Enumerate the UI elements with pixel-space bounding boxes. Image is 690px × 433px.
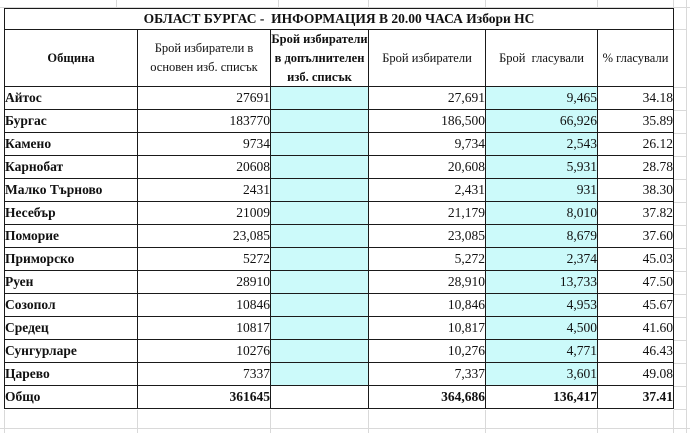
gridline — [674, 248, 686, 249]
total-voted-cell[interactable]: 136,417 — [486, 386, 598, 409]
main-list-cell[interactable]: 10817 — [138, 317, 271, 340]
voters-cell[interactable]: 2,431 — [369, 179, 486, 202]
table-row — [5, 133, 674, 156]
gridline — [674, 340, 686, 341]
main-list-cell[interactable]: 27691 — [138, 87, 271, 110]
main-list-cell[interactable]: 28910 — [138, 271, 271, 294]
percent-cell[interactable]: 49.08 — [598, 363, 674, 386]
results-table — [4, 8, 674, 409]
voters-cell[interactable]: 20,608 — [369, 156, 486, 179]
total-percent-cell[interactable]: 37.41 — [598, 386, 674, 409]
municipality-cell[interactable]: Камено — [5, 133, 138, 156]
column-header-municipality[interactable]: Община — [5, 30, 138, 87]
table-row — [5, 110, 674, 133]
voters-cell[interactable]: 21,179 — [369, 202, 486, 225]
voted-cell[interactable]: 13,733 — [486, 271, 598, 294]
gridline — [485, 0, 486, 7]
municipality-cell[interactable]: Созопол — [5, 294, 138, 317]
voted-cell[interactable]: 8,679 — [486, 225, 598, 248]
percent-cell[interactable]: 34.18 — [598, 87, 674, 110]
main-list-cell[interactable]: 20608 — [138, 156, 271, 179]
voters-cell[interactable]: 10,817 — [369, 317, 486, 340]
gridline — [686, 0, 687, 433]
additional-list-cell[interactable] — [271, 248, 369, 271]
table-row — [5, 294, 674, 317]
percent-cell[interactable]: 41.60 — [598, 317, 674, 340]
voters-cell[interactable]: 10,276 — [369, 340, 486, 363]
total-row — [5, 386, 674, 409]
voted-cell[interactable]: 9,465 — [486, 87, 598, 110]
percent-cell[interactable]: 37.60 — [598, 225, 674, 248]
table-body — [5, 87, 674, 409]
voted-cell[interactable]: 66,926 — [486, 110, 598, 133]
total-municipality-cell[interactable]: Общо — [5, 386, 138, 409]
header-row — [5, 30, 674, 87]
gridline — [0, 428, 690, 429]
municipality-cell[interactable]: Айтос — [5, 87, 138, 110]
voted-cell[interactable]: 4,953 — [486, 294, 598, 317]
column-header-voters[interactable]: Брой избиратели — [369, 30, 486, 87]
municipality-cell[interactable]: Карнобат — [5, 156, 138, 179]
main-list-cell[interactable]: 10846 — [138, 294, 271, 317]
gridline — [674, 409, 686, 410]
percent-cell[interactable]: 45.67 — [598, 294, 674, 317]
table-row — [5, 179, 674, 202]
total-additional-list-cell[interactable] — [271, 386, 369, 409]
percent-cell[interactable]: 46.43 — [598, 340, 674, 363]
gridline — [674, 317, 686, 318]
table-row — [5, 363, 674, 386]
gridline — [674, 386, 686, 387]
voted-cell[interactable]: 4,771 — [486, 340, 598, 363]
voters-cell[interactable]: 28,910 — [369, 271, 486, 294]
table-row — [5, 317, 674, 340]
gridline — [368, 0, 369, 7]
column-header-percent[interactable]: % гласували — [598, 30, 674, 87]
municipality-cell[interactable]: Несебър — [5, 202, 138, 225]
gridline — [597, 410, 598, 433]
table-row — [5, 202, 674, 225]
voted-cell[interactable]: 2,543 — [486, 133, 598, 156]
gridline — [597, 0, 598, 7]
voters-cell[interactable]: 10,846 — [369, 294, 486, 317]
gridline — [674, 202, 686, 203]
main-list-cell[interactable]: 5272 — [138, 248, 271, 271]
voted-cell[interactable]: 931 — [486, 179, 598, 202]
municipality-cell[interactable]: Царево — [5, 363, 138, 386]
percent-cell[interactable]: 35.89 — [598, 110, 674, 133]
additional-list-cell[interactable] — [271, 179, 369, 202]
column-header-voted[interactable]: Брой гласували — [486, 30, 598, 87]
gridline — [673, 410, 674, 433]
gridline — [673, 0, 674, 7]
table-row — [5, 248, 674, 271]
municipality-cell[interactable]: Руен — [5, 271, 138, 294]
voters-cell[interactable]: 186,500 — [369, 110, 486, 133]
table-row — [5, 340, 674, 363]
municipality-cell[interactable]: Поморие — [5, 225, 138, 248]
voted-cell[interactable]: 5,931 — [486, 156, 598, 179]
additional-list-cell[interactable] — [271, 87, 369, 110]
total-voters-cell[interactable]: 364,686 — [369, 386, 486, 409]
voters-cell[interactable]: 7,337 — [369, 363, 486, 386]
gridline — [270, 410, 271, 433]
main-list-cell[interactable]: 183770 — [138, 110, 271, 133]
voters-cell[interactable]: 5,272 — [369, 248, 486, 271]
main-list-cell[interactable]: 7337 — [138, 363, 271, 386]
gridline — [674, 29, 686, 30]
main-list-cell[interactable]: 23,085 — [138, 225, 271, 248]
table-row — [5, 87, 674, 110]
additional-list-cell[interactable] — [271, 317, 369, 340]
gridline — [674, 156, 686, 157]
gridline — [674, 87, 686, 88]
voted-cell[interactable]: 2,374 — [486, 248, 598, 271]
gridline — [674, 110, 686, 111]
gridline — [368, 410, 369, 433]
additional-list-cell[interactable] — [271, 156, 369, 179]
main-list-cell[interactable]: 2431 — [138, 179, 271, 202]
main-list-cell[interactable]: 21009 — [138, 202, 271, 225]
gridline — [116, 0, 117, 7]
main-list-cell[interactable]: 10276 — [138, 340, 271, 363]
percent-cell[interactable]: 37.82 — [598, 202, 674, 225]
percent-cell[interactable]: 26.12 — [598, 133, 674, 156]
additional-list-cell[interactable] — [271, 294, 369, 317]
voters-cell[interactable]: 9,734 — [369, 133, 486, 156]
municipality-cell[interactable]: Средец — [5, 317, 138, 340]
municipality-cell[interactable]: Приморско — [5, 248, 138, 271]
additional-list-cell[interactable] — [271, 271, 369, 294]
voters-cell[interactable]: 27,691 — [369, 87, 486, 110]
gridline — [674, 133, 686, 134]
table-row — [5, 225, 674, 248]
main-list-cell[interactable]: 9734 — [138, 133, 271, 156]
percent-cell[interactable]: 28.78 — [598, 156, 674, 179]
total-main-list-cell[interactable]: 361645 — [138, 386, 271, 409]
title-row — [5, 9, 674, 30]
gridline — [674, 271, 686, 272]
gridline — [674, 179, 686, 180]
additional-list-cell[interactable] — [271, 340, 369, 363]
column-header-main-list[interactable]: Брой избиратели в основен изб. списък — [138, 30, 271, 87]
municipality-cell[interactable]: Малко Търново — [5, 179, 138, 202]
additional-list-cell[interactable] — [271, 110, 369, 133]
percent-cell[interactable]: 45.03 — [598, 248, 674, 271]
municipality-cell[interactable]: Сунгурларе — [5, 340, 138, 363]
gridline — [0, 7, 690, 8]
gridline — [674, 225, 686, 226]
percent-cell[interactable]: 47.50 — [598, 271, 674, 294]
gridline — [674, 363, 686, 364]
additional-list-cell[interactable] — [271, 133, 369, 156]
gridline — [137, 410, 138, 433]
column-header-additional-list[interactable]: Брой избиратели в допълнителен изб. списък — [271, 30, 369, 87]
voted-cell[interactable]: 3,601 — [486, 363, 598, 386]
additional-list-cell[interactable] — [271, 363, 369, 386]
gridline — [485, 410, 486, 433]
voted-cell[interactable]: 8,010 — [486, 202, 598, 225]
gridline — [4, 410, 5, 433]
municipality-cell[interactable]: Бургас — [5, 110, 138, 133]
voted-cell[interactable]: 4,500 — [486, 317, 598, 340]
table-row — [5, 271, 674, 294]
gridline — [278, 0, 279, 7]
table-title[interactable]: ОБЛАСТ БУРГАС - ИНФОРМАЦИЯ В 20.00 ЧАСА Избори НС — [5, 9, 674, 30]
percent-cell[interactable]: 38.30 — [598, 179, 674, 202]
gridline — [674, 294, 686, 295]
voters-cell[interactable]: 23,085 — [369, 225, 486, 248]
additional-list-cell[interactable] — [271, 202, 369, 225]
additional-list-cell[interactable] — [271, 225, 369, 248]
table-row — [5, 156, 674, 179]
